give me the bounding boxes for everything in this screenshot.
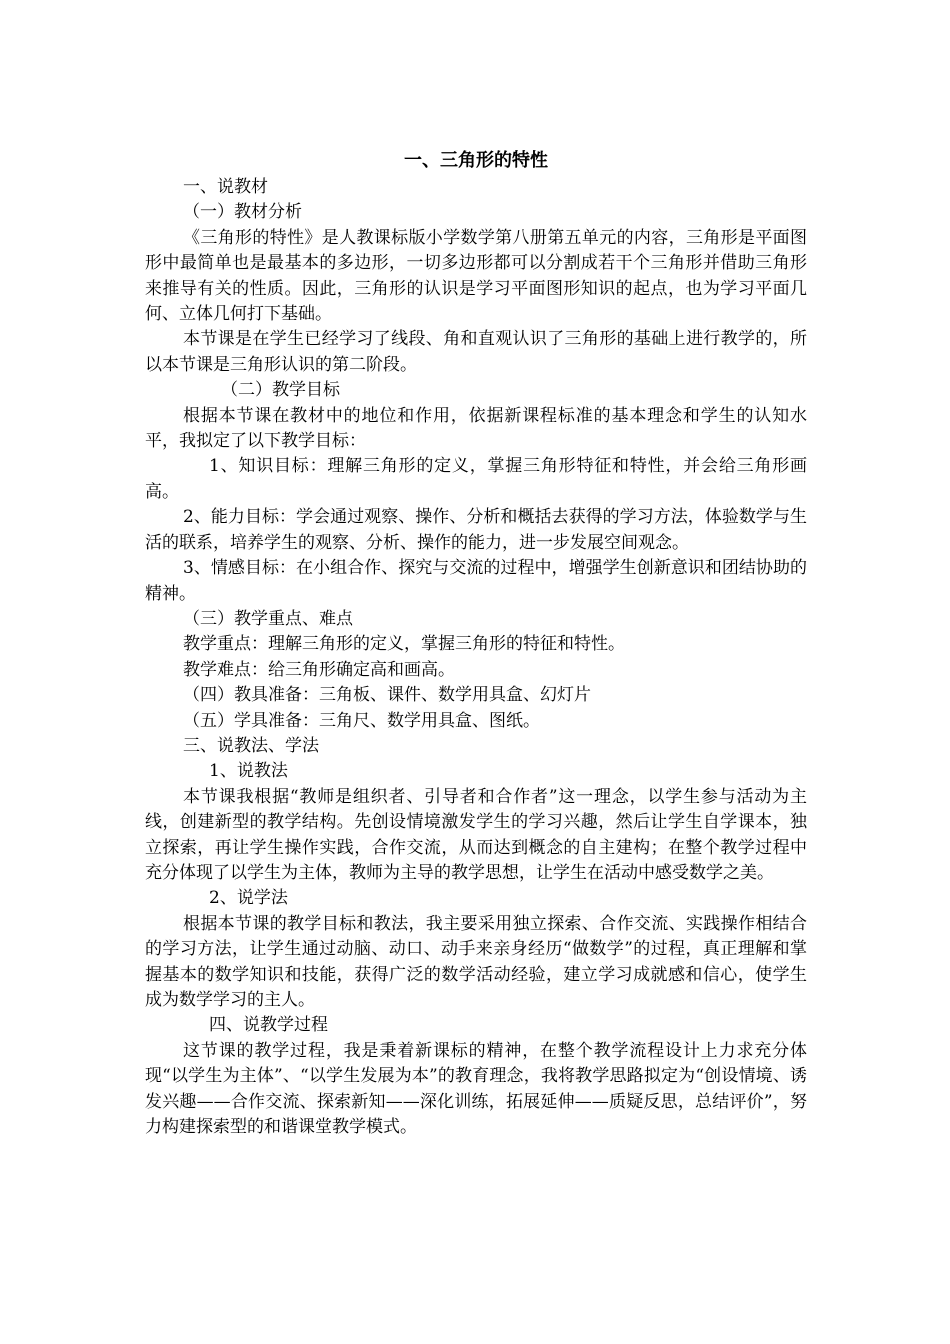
paragraph: （二）教学目标 — [221, 380, 340, 401]
paragraph: 2、说学法 — [209, 888, 288, 909]
paragraph: 一、说教材 — [183, 177, 268, 197]
paragraph: 四、说教学过程 — [209, 1015, 328, 1036]
paragraph: 本节课是在学生已经学习了线段、角和直观认识了三角形的基础上进行教学的，所以本节课是三角形认识的第二阶段。 — [145, 329, 807, 375]
paragraph: 3、情感目标：在小组合作、探究与交流的过程中，增强学生创新意识和团结协助的精神。 — [145, 558, 807, 604]
paragraph: 2、能力目标：学会通过观察、操作、分析和概括去获得的学习方法，体验数学与生活的联系，培养学生的观察、分析、操作的能力，进一步发展空间观念。 — [145, 507, 807, 553]
document-title: 一、三角形的特性 — [404, 150, 548, 171]
paragraph: 1、说教法 — [209, 761, 288, 782]
paragraph: （四）教具准备：三角板、课件、数学用具盒、幻灯片 — [183, 685, 591, 706]
paragraph: 1、知识目标：理解三角形的定义，掌握三角形特征和特性，并会给三角形画高。 — [145, 456, 807, 502]
document-body — [145, 175, 807, 1140]
paragraph: （三）教学重点、难点 — [183, 608, 353, 629]
paragraph: 本节课我根据“教师是组织者、引导者和合作者”这一理念，以学生参与活动为主线，创建新型的教学结构。先创设情境激发学生的学习兴趣，然后让学生自学课本，独立探索，再让学生操作实践，合作交流，从而达到概念的自主建构；在整个教学过程中充分体现了以学生为主体，教师为主导的教学思想，让学生在活动中感受数学之美。 — [145, 786, 807, 883]
paragraph: 教学重点：理解三角形的定义，掌握三角形的特征和特性。 — [183, 634, 625, 655]
paragraph: （一）教材分析 — [183, 202, 302, 223]
paragraph: 教学难点：给三角形确定高和画高。 — [183, 659, 455, 680]
paragraph: 根据本节课的教学目标和教法，我主要采用独立探索、合作交流、实践操作相结合的学习方法，让学生通过动脑、动口、动手来亲身经历“做数学”的过程，真正理解和掌握基本的数学知识和技能，获得广泛的数学活动经验，建立学习成就感和信心，使学生成为数学学习的主人。 — [145, 913, 807, 1010]
paragraph: 《三角形的特性》是人教课标版小学数学第八册第五单元的内容，三角形是平面图形中最简单也是最基本的多边形，一切多边形都可以分割成若干个三角形并借助三角形来推导有关的性质。因此，三角形的认识是学习平面图形知识的起点，也为学习平面几何、立体几何打下基础。 — [145, 227, 807, 325]
paragraph: 三、说教法、学法 — [183, 735, 319, 756]
paragraph: （五）学具准备：三角尺、数学用具盒、图纸。 — [183, 710, 540, 731]
paragraph: 根据本节课在教材中的地位和作用，依据新课程标准的基本理念和学生的认知水平，我拟定了以下教学目标： — [145, 405, 807, 452]
paragraph: 这节课的教学过程，我是秉着新课标的精神，在整个教学流程设计上力求充分体现“以学生为主体”、“以学生发展为本”的教育理念，我将教学思路拟定为“创设情境、诱发兴趣——合作交流、探索新知——深化训练，拓展延伸——质疑反思，总结评价”，努力构建探索型的和谐课堂教学模式。 — [145, 1040, 807, 1138]
document-page — [145, 147, 807, 1140]
